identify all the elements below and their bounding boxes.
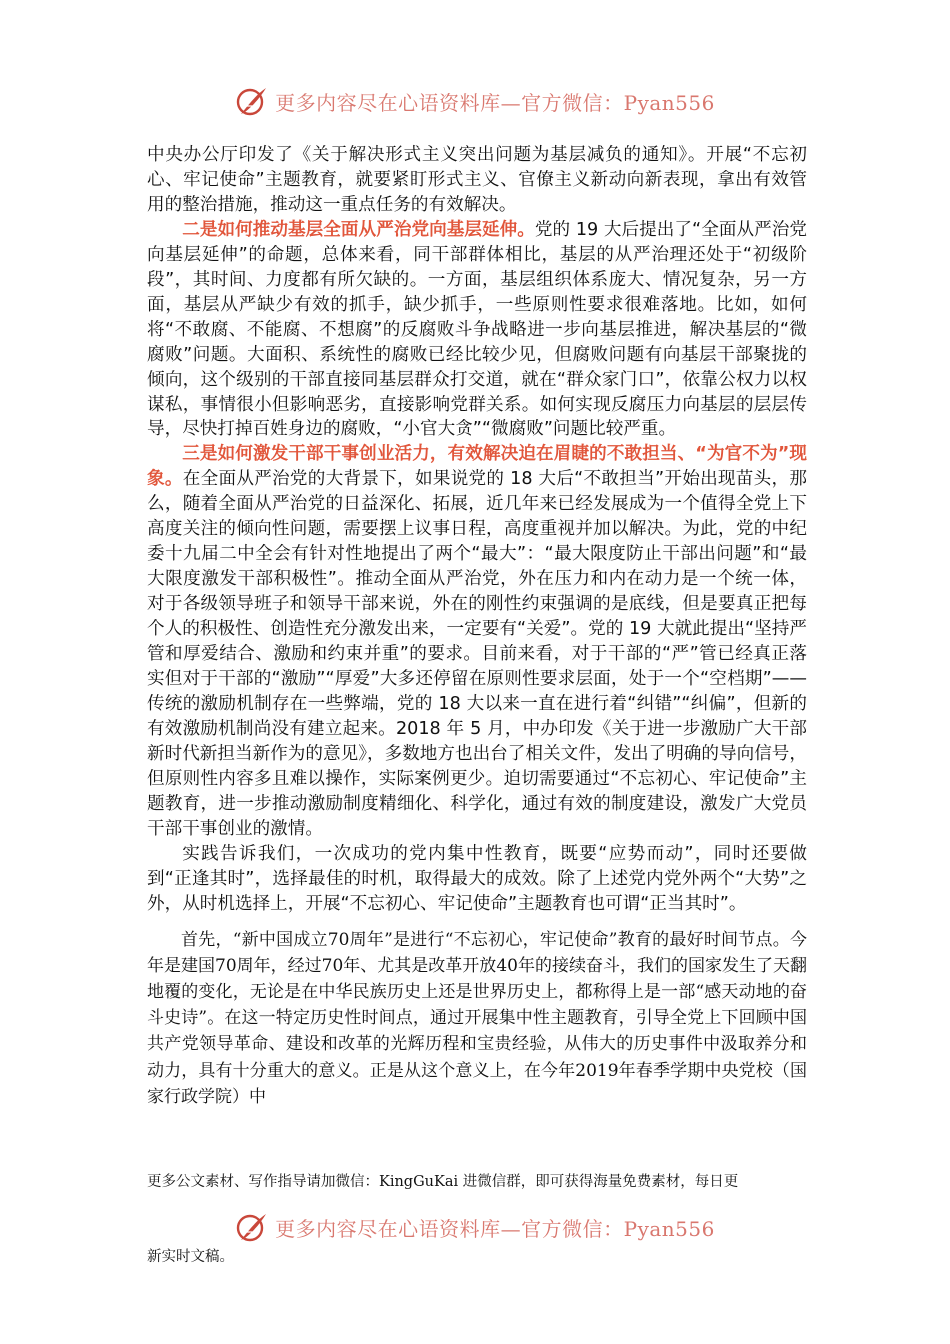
- paragraph-4: 实践告诉我们，一次成功的党内集中性教育，既要“应势而动”，同时还要做到“正逢其时”，选择最佳的时机，取得最大的成效。除了上述党内党外两个“大势”之外，从时机选择上，开展“不忘初心、牢记使命”主题教育也可谓“正当其时”。: [147, 843, 807, 914]
- paragraph-2-heading: 二是如何推动基层全面从严治党向基层延伸。: [182, 219, 535, 240]
- footer-tail: 新实时文稿。: [147, 1249, 234, 1265]
- banner-text: 更多内容尽在心语资料库—官方微信：Pyan556: [275, 1216, 715, 1241]
- banner-text: 更多内容尽在心语资料库—官方微信：Pyan556: [275, 90, 715, 115]
- paragraph-3-heading: 三是如何激发干部干事创业活力，有效解决迫在眉睫的不敢担当、“为官不为”现象。: [147, 444, 807, 490]
- document-body: [147, 143, 807, 1110]
- paragraph-3-body: 在全面从严治党的大背景下，如果说党的 18 大后“不敢担当”开始出现苗头，那么，随着全面从严治党的日益深化、拓展，近几年来已经发展成为一个值得全党上下高度关注的倾向性问题，需要摆上议事日程，高度重视并加以解决。为此，党的中纪委十九届二中全会有针对性地提出了两个“最大”：“最大限度防止干部出问题”和“最大限度激发干部积极性”。推动全面从严治党，外在压力和内在动力是一个统一体，对于各级领导班子和领导干部来说，外在的刚性约束强调的是底线，但是要真正把每个人的积极性、创造性充分激发出来，一定要有“关爱”。党的 19 大就此提出“坚持严管和厚爱结合、激励和约束并重”的要求。目前来看，对于干部的“严”管已经真正落实但对于干部的“激励”“厚爱”大多还停留在原则性要求层面，处于一个“空档期”——传统的激励机制存在一些弊端，党的 18 大以来一直在进行着“纠错”“纠偏”，但新的有效激励机制尚没有建立起来。2018 年 5 月，中办印发《关于进一步激励广大干部新时代新担当新作为的意见》，多数地方也出台了相关文件，发出了明确的导向信号，但原则性内容多且难以操作，实际案例更少。迫切需要通过“不忘初心、牢记使命”主题教育，进一步推动激励制度精细化、科学化，通过有效的制度建设，激发广大党员干部干事创业的激情。: [147, 469, 807, 839]
- footer-note: 更多公文素材、写作指导请加微信：KingGuKai 进微信群，即可获得海量免费素材，每日更: [147, 1174, 739, 1190]
- top-watermark-banner: [0, 84, 950, 118]
- paragraph-3: [147, 442, 807, 841]
- paragraph-2-body: 党的 19 大后提出了“全面从严治党向基层延伸”的命题，总体来看，同干部群体相比，基层的从严治理还处于“初级阶段”，其时间、力度都有所欠缺的。一方面，基层组织体系庞大、情况复杂，另一方面，基层从严缺少有效的抓手，缺少抓手，一些原则性要求很难落地。比如，如何将“不敢腐、不能腐、不想腐”的反腐败斗争战略进一步向基层推进，解决基层的“微腐败”问题。大面积、系统性的腐败已经比较少见，但腐败问题有向基层干部聚拢的倾向，这个级别的干部直接同基层群众打交道，就在“群众家门口”，依靠公权力以权谋私，事情很小但影响恶劣，直接影响党群关系。如何实现反腐压力向基层的层层传导，尽快打掉百姓身边的腐败，“小官大贪”“微腐败”问题比较严重。: [147, 219, 807, 440]
- paragraph-2: [147, 218, 807, 443]
- paragraph-5: 首先，“新中国成立70周年”是进行“不忘初心，牢记使命”教育的最好时间节点。今年是建国70周年，经过70年、尤其是改革开放40年的接续奋斗，我们的国家发生了天翻地覆的变化，无论是在中华民族历史上还是世界历史上，都称得上是一部“感天动地的奋斗史诗”。在这一特定历史性时间点，通过开展集中性主题教育，引导全党上下回顾中国共产党领导革命、建设和改革的光辉历程和宝贵经验，从伟大的历史事件中汲取养分和动力，具有十分重大的意义。正是从这个意义上，在今年2019年春季学期中央党校（国家行政学院）中: [147, 929, 807, 1107]
- quill-logo-icon: [235, 84, 269, 118]
- bottom-watermark-banner: [0, 1210, 950, 1244]
- quill-logo-icon: [235, 1210, 269, 1244]
- paragraph-1: 中央办公厅印发了《关于解决形式主义突出问题为基层减负的通知》。开展“不忘初心、牢记使命”主题教育，就要紧盯形式主义、官僚主义新动向新表现，拿出有效管用的整治措施，推动这一重点任务的有效解决。: [147, 145, 807, 215]
